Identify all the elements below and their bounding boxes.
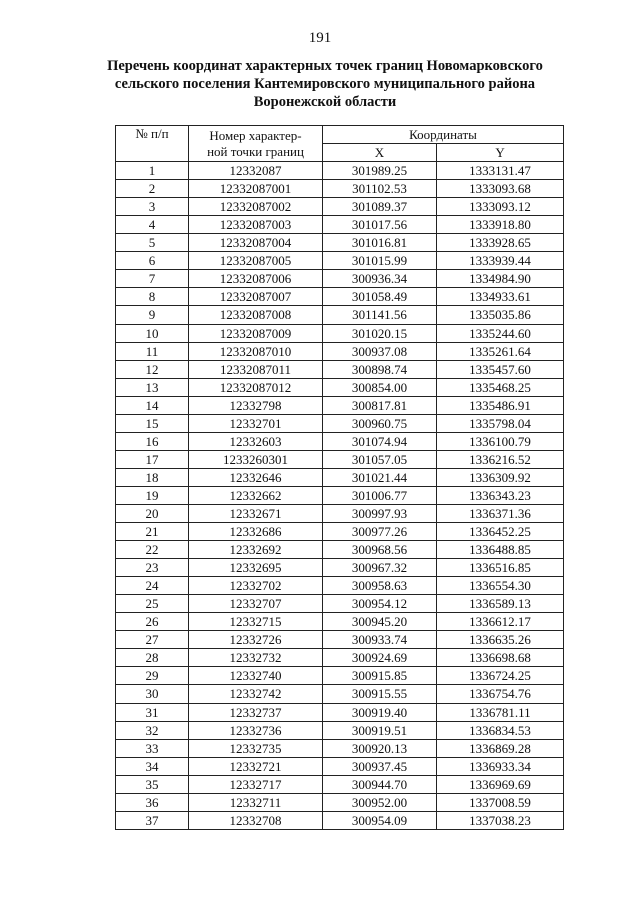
cell-x: 300933.74 [323, 631, 437, 649]
cell-y: 1336100.79 [437, 432, 564, 450]
cell-x: 301017.56 [323, 216, 437, 234]
cell-y: 1336371.36 [437, 504, 564, 522]
cell-point-id: 12332721 [189, 757, 323, 775]
cell-number: 22 [116, 541, 189, 559]
cell-x: 300977.26 [323, 523, 437, 541]
cell-point-id: 12332087002 [189, 198, 323, 216]
header-point [189, 126, 323, 162]
cell-y: 1335457.60 [437, 360, 564, 378]
cell-number: 31 [116, 703, 189, 721]
table-row [116, 739, 564, 757]
cell-x: 301021.44 [323, 468, 437, 486]
cell-y: 1336554.30 [437, 577, 564, 595]
cell-point-id: 12332798 [189, 396, 323, 414]
table-row [116, 306, 564, 324]
cell-point-id: 1233260301 [189, 450, 323, 468]
cell-x: 300954.09 [323, 811, 437, 829]
cell-x: 300958.63 [323, 577, 437, 595]
cell-x: 300920.13 [323, 739, 437, 757]
cell-y: 1334984.90 [437, 270, 564, 288]
header-coordinates: Координаты [323, 126, 564, 144]
cell-point-id: 12332715 [189, 613, 323, 631]
cell-x: 300952.00 [323, 793, 437, 811]
cell-y: 1335798.04 [437, 414, 564, 432]
cell-point-id: 12332740 [189, 667, 323, 685]
cell-point-id: 12332711 [189, 793, 323, 811]
table-row [116, 523, 564, 541]
cell-y: 1336309.92 [437, 468, 564, 486]
cell-number: 30 [116, 685, 189, 703]
cell-y: 1336754.76 [437, 685, 564, 703]
cell-point-id: 12332087001 [189, 180, 323, 198]
cell-y: 1336452.25 [437, 523, 564, 541]
cell-number: 10 [116, 324, 189, 342]
table-row [116, 360, 564, 378]
cell-number: 14 [116, 396, 189, 414]
table-row [116, 793, 564, 811]
table-row [116, 631, 564, 649]
header-point-line: Номер характер- [209, 127, 302, 143]
table-row [116, 703, 564, 721]
cell-y: 1335035.86 [437, 306, 564, 324]
cell-y: 1333093.12 [437, 198, 564, 216]
cell-y: 1333093.68 [437, 180, 564, 198]
cell-x: 300936.34 [323, 270, 437, 288]
cell-y: 1335486.91 [437, 396, 564, 414]
cell-y: 1336969.69 [437, 775, 564, 793]
cell-x: 301057.05 [323, 450, 437, 468]
title-line: Перечень координат характерных точек границ Новомарковского [107, 58, 543, 74]
cell-x: 301058.49 [323, 288, 437, 306]
table-row [116, 162, 564, 180]
cell-y: 1336834.53 [437, 721, 564, 739]
table-row [116, 667, 564, 685]
page-number: 191 [308, 30, 332, 46]
cell-y: 1337038.23 [437, 811, 564, 829]
cell-point-id: 12332671 [189, 504, 323, 522]
cell-point-id: 12332737 [189, 703, 323, 721]
header-number-label: № п/п [135, 126, 169, 141]
cell-number: 25 [116, 595, 189, 613]
cell-point-id: 12332686 [189, 523, 323, 541]
table-row [116, 504, 564, 522]
cell-number: 11 [116, 342, 189, 360]
cell-x: 301016.81 [323, 234, 437, 252]
cell-point-id: 12332087003 [189, 216, 323, 234]
cell-point-id: 12332087008 [189, 306, 323, 324]
cell-number: 4 [116, 216, 189, 234]
cell-point-id: 12332087007 [189, 288, 323, 306]
cell-x: 301074.94 [323, 432, 437, 450]
table-row [116, 270, 564, 288]
table-row [116, 486, 564, 504]
cell-point-id: 12332087010 [189, 342, 323, 360]
cell-point-id: 12332087009 [189, 324, 323, 342]
table-row [116, 450, 564, 468]
table-row [116, 414, 564, 432]
cell-point-id: 12332087012 [189, 378, 323, 396]
cell-point-id: 12332692 [189, 541, 323, 559]
table-row [116, 180, 564, 198]
cell-number: 13 [116, 378, 189, 396]
cell-y: 1333131.47 [437, 162, 564, 180]
cell-x: 301989.25 [323, 162, 437, 180]
cell-number: 32 [116, 721, 189, 739]
cell-y: 1336781.11 [437, 703, 564, 721]
table-row [116, 559, 564, 577]
table-row [116, 757, 564, 775]
cell-point-id: 12332087 [189, 162, 323, 180]
table-row [116, 685, 564, 703]
cell-number: 35 [116, 775, 189, 793]
cell-x: 301020.15 [323, 324, 437, 342]
cell-point-id: 12332707 [189, 595, 323, 613]
cell-point-id: 12332732 [189, 649, 323, 667]
cell-x: 301141.56 [323, 306, 437, 324]
header-x: X [323, 144, 437, 162]
cell-number: 5 [116, 234, 189, 252]
cell-x: 300954.12 [323, 595, 437, 613]
cell-x: 300997.93 [323, 504, 437, 522]
cell-x: 301089.37 [323, 198, 437, 216]
cell-y: 1335261.64 [437, 342, 564, 360]
cell-number: 24 [116, 577, 189, 595]
cell-point-id: 12332087006 [189, 270, 323, 288]
cell-point-id: 12332087005 [189, 252, 323, 270]
cell-number: 33 [116, 739, 189, 757]
cell-x: 301015.99 [323, 252, 437, 270]
table-row [116, 468, 564, 486]
cell-number: 2 [116, 180, 189, 198]
table-row [116, 396, 564, 414]
cell-point-id: 12332742 [189, 685, 323, 703]
cell-number: 27 [116, 631, 189, 649]
table-row [116, 342, 564, 360]
cell-x: 300937.45 [323, 757, 437, 775]
header-point-line: ной точки границ [207, 143, 304, 159]
cell-y: 1337008.59 [437, 793, 564, 811]
table-row [116, 198, 564, 216]
cell-point-id: 12332646 [189, 468, 323, 486]
cell-point-id: 12332735 [189, 739, 323, 757]
cell-number: 23 [116, 559, 189, 577]
cell-number: 18 [116, 468, 189, 486]
table-row [116, 613, 564, 631]
cell-number: 6 [116, 252, 189, 270]
cell-number: 16 [116, 432, 189, 450]
cell-number: 15 [116, 414, 189, 432]
cell-point-id: 12332603 [189, 432, 323, 450]
cell-point-id: 12332708 [189, 811, 323, 829]
cell-y: 1336488.85 [437, 541, 564, 559]
document-title [100, 57, 550, 111]
cell-x: 300944.70 [323, 775, 437, 793]
table-row [116, 216, 564, 234]
cell-point-id: 12332702 [189, 577, 323, 595]
table-row [116, 721, 564, 739]
header-y: Y [437, 144, 564, 162]
cell-y: 1336516.85 [437, 559, 564, 577]
cell-point-id: 12332695 [189, 559, 323, 577]
table-row [116, 234, 564, 252]
cell-x: 300960.75 [323, 414, 437, 432]
cell-point-id: 12332717 [189, 775, 323, 793]
cell-x: 300968.56 [323, 541, 437, 559]
cell-point-id: 12332087004 [189, 234, 323, 252]
cell-x: 301102.53 [323, 180, 437, 198]
cell-x: 300937.08 [323, 342, 437, 360]
cell-point-id: 12332726 [189, 631, 323, 649]
cell-x: 300898.74 [323, 360, 437, 378]
cell-x: 300915.85 [323, 667, 437, 685]
cell-number: 26 [116, 613, 189, 631]
table-body [116, 162, 564, 830]
cell-y: 1333939.44 [437, 252, 564, 270]
cell-number: 1 [116, 162, 189, 180]
cell-number: 8 [116, 288, 189, 306]
cell-number: 17 [116, 450, 189, 468]
cell-point-id: 12332662 [189, 486, 323, 504]
cell-y: 1335244.60 [437, 324, 564, 342]
cell-number: 28 [116, 649, 189, 667]
table-row [116, 595, 564, 613]
cell-x: 301006.77 [323, 486, 437, 504]
cell-x: 300919.40 [323, 703, 437, 721]
cell-x: 300915.55 [323, 685, 437, 703]
cell-number: 12 [116, 360, 189, 378]
cell-y: 1336933.34 [437, 757, 564, 775]
cell-number: 19 [116, 486, 189, 504]
cell-y: 1336612.17 [437, 613, 564, 631]
table-row [116, 541, 564, 559]
table-row [116, 775, 564, 793]
cell-x: 300854.00 [323, 378, 437, 396]
cell-number: 37 [116, 811, 189, 829]
title-line: сельского поселения Кантемировского муниципального района [114, 76, 536, 92]
cell-y: 1333918.80 [437, 216, 564, 234]
header-number [116, 126, 189, 162]
cell-y: 1336589.13 [437, 595, 564, 613]
cell-number: 9 [116, 306, 189, 324]
cell-y: 1336698.68 [437, 649, 564, 667]
cell-x: 300919.51 [323, 721, 437, 739]
cell-y: 1336635.26 [437, 631, 564, 649]
cell-y: 1335468.25 [437, 378, 564, 396]
cell-y: 1336343.23 [437, 486, 564, 504]
table-row [116, 432, 564, 450]
cell-y: 1333928.65 [437, 234, 564, 252]
table-row [116, 811, 564, 829]
cell-y: 1336724.25 [437, 667, 564, 685]
table-header [116, 126, 564, 162]
cell-x: 300817.81 [323, 396, 437, 414]
cell-number: 7 [116, 270, 189, 288]
cell-y: 1334933.61 [437, 288, 564, 306]
cell-point-id: 12332087011 [189, 360, 323, 378]
title-line: Воронежской области [253, 94, 397, 110]
table-row [116, 577, 564, 595]
cell-number: 21 [116, 523, 189, 541]
cell-number: 20 [116, 504, 189, 522]
cell-number: 34 [116, 757, 189, 775]
cell-x: 300967.32 [323, 559, 437, 577]
cell-number: 29 [116, 667, 189, 685]
table-row [116, 252, 564, 270]
cell-number: 36 [116, 793, 189, 811]
cell-y: 1336869.28 [437, 739, 564, 757]
cell-number: 3 [116, 198, 189, 216]
table-row [116, 378, 564, 396]
cell-y: 1336216.52 [437, 450, 564, 468]
table-row [116, 324, 564, 342]
cell-x: 300945.20 [323, 613, 437, 631]
cell-x: 300924.69 [323, 649, 437, 667]
table-row [116, 649, 564, 667]
cell-point-id: 12332701 [189, 414, 323, 432]
table-row [116, 288, 564, 306]
cell-point-id: 12332736 [189, 721, 323, 739]
coordinates-table [115, 125, 564, 830]
